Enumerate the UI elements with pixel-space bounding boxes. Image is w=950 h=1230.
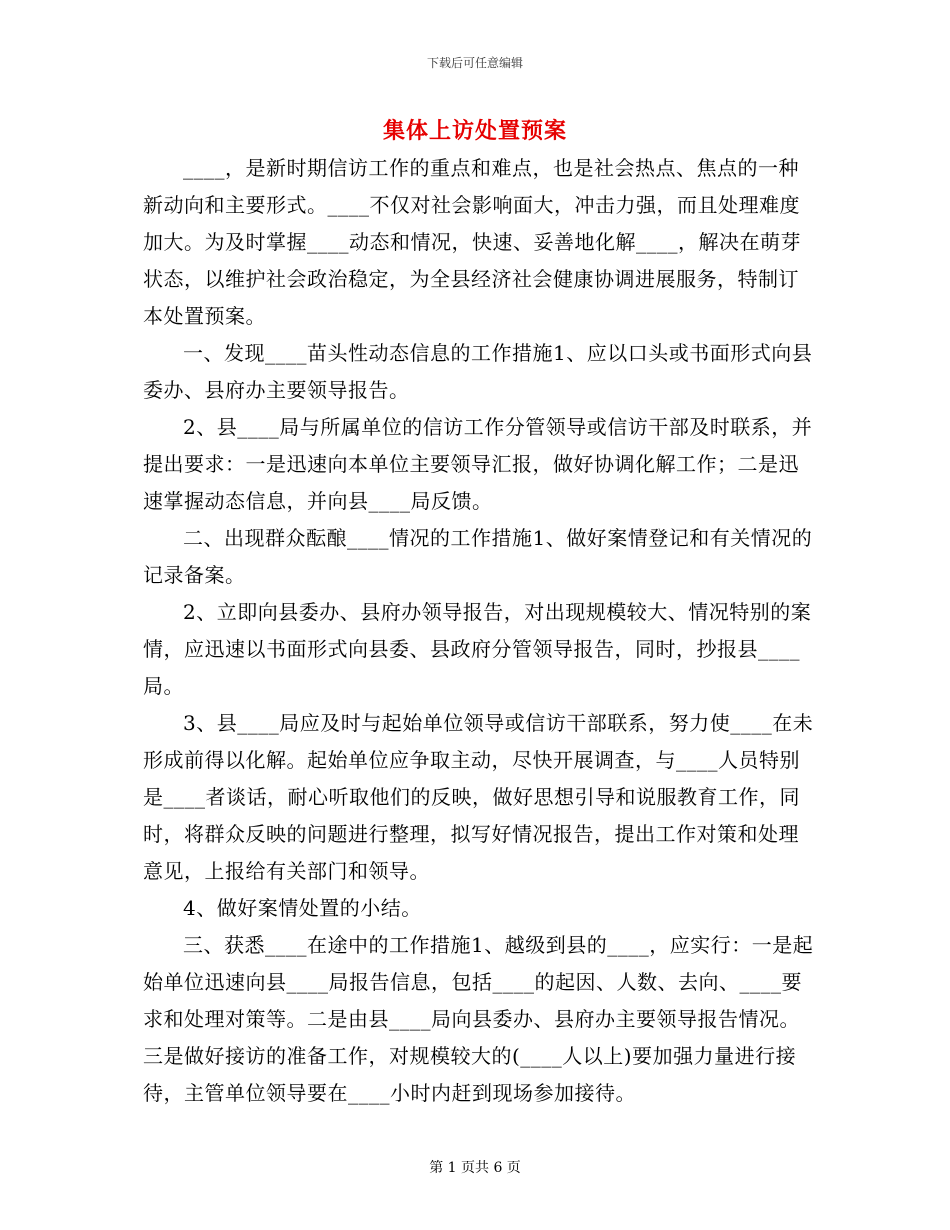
- paragraph-section-1-item-2: 2、县____局与所属单位的信访工作分管领导或信访干部及时联系，并提出要求：一是迅速向本单位主要领导汇报，做好协调化解工作；二是迅速掌握动态信息，并向县____局反馈。: [143, 415, 813, 513]
- paragraph-section-2-item-4: 4、做好案情处置的小结。: [183, 896, 422, 920]
- paragraph-section-2-item-2: 2、立即向县委办、县府办领导报告，对出现规模较大、情况特别的案情，应迅速以书面形式向县委、县政府分管领导报告，同时，抄报县____局。: [143, 600, 812, 698]
- paragraph-section-1-item-1: 一、发现____苗头性动态信息的工作措施1、应以口头或书面形式向县委办、县府办主要领导报告。: [143, 341, 813, 402]
- page-header-note: 下载后可任意编辑: [426, 56, 523, 70]
- paragraph-intro: ____，是新时期信访工作的重点和难点，也是社会热点、焦点的一种新动向和主要形式。____不仅对社会影响面大，冲击力强，而且处理难度加大。为及时掌握____动态和情况，快速、妥善地化解____，解决在萌芽状态，以维护社会政治稳定，为全县经济社会健康协调进展服务，特制订本处置预案。: [143, 156, 801, 328]
- paragraph-section-2-item-1: 二、出现群众酝酿____情况的工作措施1、做好案情登记和有关情况的记录备案。: [143, 526, 813, 587]
- paragraph-section-2-item-3: 3、县____局应及时与起始单位领导或信访干部联系，努力使____在未形成前得以化解。起始单位应争取主动，尽快开展调查，与____人员特别是____者谈话，耐心听取他们的反映，做好思想引导和说服教育工作，同时，将群众反映的问题进行整理，拟写好情况报告，提出工作对策和处理意见，上报给有关部门和领导。: [143, 711, 814, 883]
- document-title: 集体上访处置预案: [382, 118, 567, 144]
- page-number: 第 1 页共 6 页: [429, 1160, 521, 1176]
- paragraph-section-3-item-1: 三、获悉____在途中的工作措施1、越级到县的____，应实行：一是起始单位迅速向县____局报告信息，包括____的起因、人数、去向、____要求和处理对策等。二是由县____局向县委办、县府办主要领导报告情况。三是做好接访的准备工作，对规模较大的(____人以上)要加强力量进行接待，主管单位领导要在____小时内赶到现场参加接待。: [143, 933, 814, 1105]
- document-body: [143, 150, 816, 1112]
